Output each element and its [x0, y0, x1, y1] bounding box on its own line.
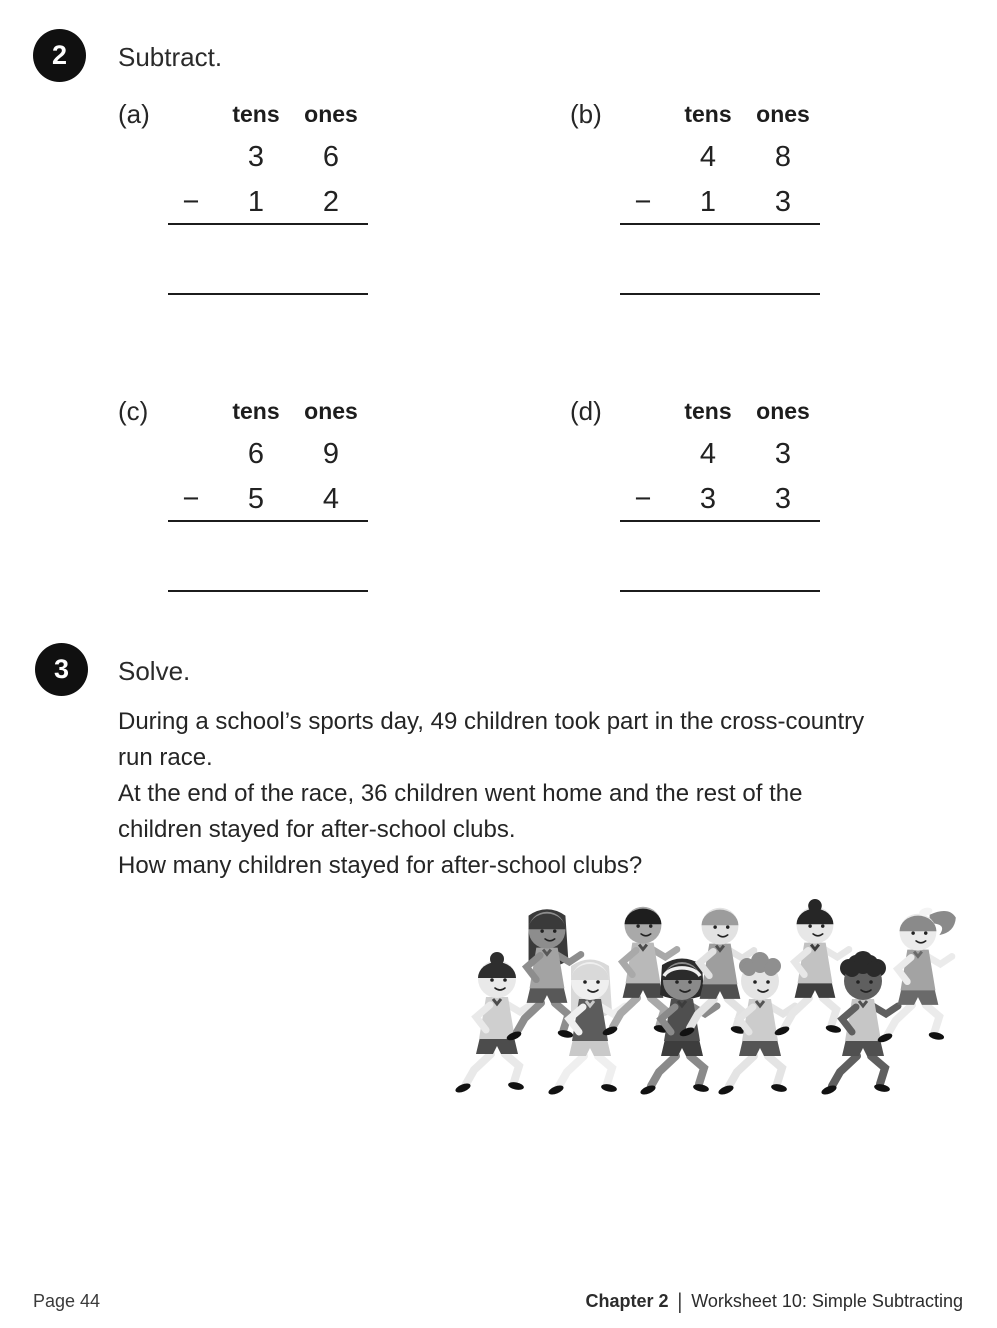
- subtrahend-ones: 2: [322, 186, 340, 218]
- story-line: How many children stayed for after-school clubs?: [118, 852, 643, 879]
- answer-line: [168, 293, 368, 295]
- answer-line: [168, 590, 368, 592]
- subtraction-problem-c: [118, 394, 378, 599]
- problem-label: (d): [570, 396, 602, 426]
- footer-chapter: Chapter 2: [585, 1291, 669, 1311]
- subtrahend-tens: 1: [699, 186, 717, 218]
- footer-worksheet-title: Worksheet 10: Simple Subtracting: [691, 1291, 963, 1311]
- subtrahend-tens: 1: [247, 186, 265, 218]
- subtrahend-ones: 3: [774, 186, 792, 218]
- subtrahend-tens: 3: [699, 483, 717, 515]
- minus-sign: −: [182, 186, 200, 218]
- children-running-illustration: [450, 883, 975, 1101]
- subtrahend-ones: 4: [322, 483, 340, 515]
- ones-header: ones: [304, 101, 358, 127]
- minuend-tens: 4: [699, 141, 717, 173]
- tens-header: tens: [684, 101, 732, 127]
- ones-header: ones: [756, 398, 810, 424]
- answer-line: [620, 293, 820, 295]
- tens-header: tens: [684, 398, 732, 424]
- answer-line: [620, 590, 820, 592]
- question-2-prompt: Subtract.: [118, 42, 223, 72]
- question-3-badge: [35, 643, 88, 696]
- footer-page-number: Page 44: [33, 1291, 101, 1311]
- question-2-number: 2: [51, 40, 68, 70]
- equals-line: [168, 520, 368, 522]
- story-line: children stayed for after-school clubs.: [118, 816, 516, 843]
- footer-worksheet-info: [585, 1288, 963, 1314]
- equals-line: [168, 223, 368, 225]
- equals-line: [620, 520, 820, 522]
- story-line: During a school’s sports day, 49 children took part in the cross-country: [118, 708, 865, 735]
- subtraction-problem-d: [570, 394, 830, 599]
- minuend-ones: 6: [322, 141, 340, 173]
- problem-label: (a): [118, 99, 150, 129]
- minuend-tens: 6: [247, 438, 265, 470]
- problem-label: (b): [570, 99, 602, 129]
- subtrahend-tens: 5: [247, 483, 265, 515]
- ones-header: ones: [304, 398, 358, 424]
- word-problem-text: [118, 704, 864, 884]
- question-3-prompt: Solve.: [118, 656, 191, 686]
- minuend-tens: 3: [247, 141, 265, 173]
- subtraction-problem-b: [570, 97, 830, 302]
- story-line: At the end of the race, 36 children went home and the rest of the: [118, 780, 803, 807]
- minuend-tens: 4: [699, 438, 717, 470]
- question-2-badge: [33, 29, 86, 82]
- subtraction-problem-a: [118, 97, 378, 302]
- minus-sign: −: [634, 483, 652, 515]
- minuend-ones: 3: [774, 438, 792, 470]
- story-line: run race.: [118, 744, 213, 771]
- footer-separator: |: [677, 1288, 683, 1314]
- minuend-ones: 9: [322, 438, 340, 470]
- tens-header: tens: [232, 398, 280, 424]
- minus-sign: −: [182, 483, 200, 515]
- minuend-ones: 8: [774, 141, 792, 173]
- question-3-number: 3: [53, 654, 70, 684]
- subtrahend-ones: 3: [774, 483, 792, 515]
- minus-sign: −: [634, 186, 652, 218]
- equals-line: [620, 223, 820, 225]
- ones-header: ones: [756, 101, 810, 127]
- tens-header: tens: [232, 101, 280, 127]
- problem-label: (c): [118, 396, 149, 426]
